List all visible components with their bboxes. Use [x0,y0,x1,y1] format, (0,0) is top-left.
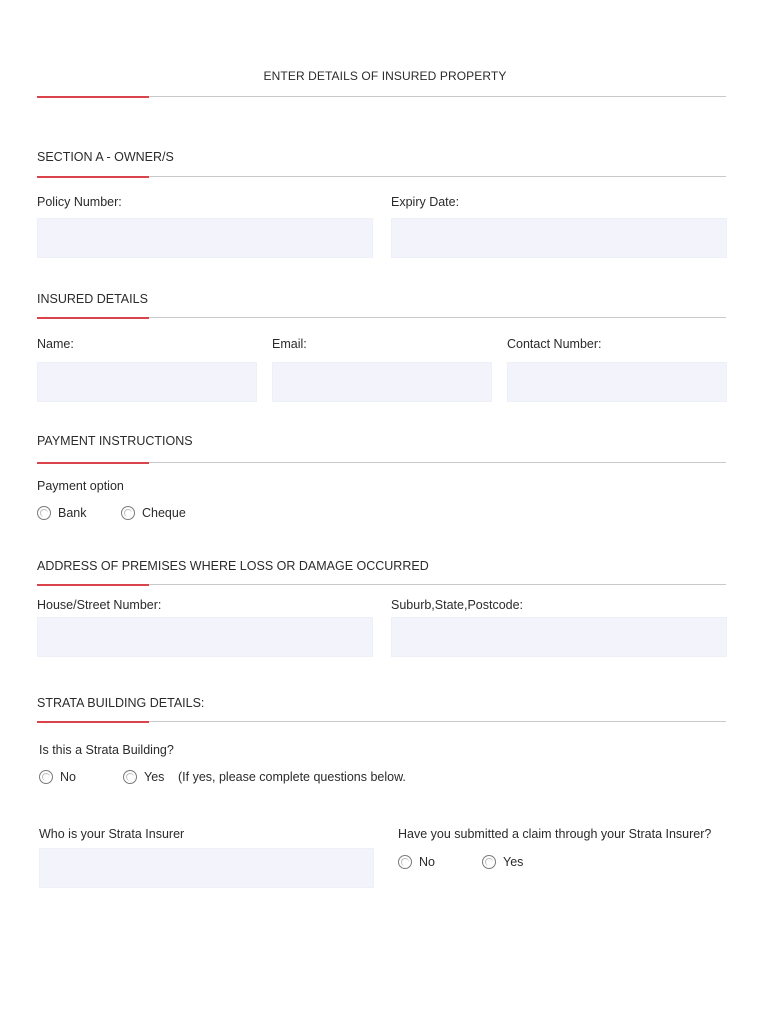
strata-building-question: Is this a Strata Building? [39,743,174,757]
strata-note: (If yes, please complete questions below. [178,770,406,784]
claim-no-radio[interactable] [398,855,435,869]
payment-heading: PAYMENT INSTRUCTIONS [37,434,193,448]
name-label: Name: [37,337,74,351]
strata-yes-radio[interactable] [123,770,164,784]
strata-insurer-field[interactable] [39,848,374,888]
policy-number-field[interactable] [37,218,373,258]
claim-yes-radio[interactable] [482,855,523,869]
cheque-radio-label: Cheque [142,506,186,520]
contact-number-field[interactable] [507,362,727,402]
claim-question: Have you submitted a claim through your Strata Insurer? [398,827,712,841]
payment-option-label: Payment option [37,479,124,493]
claim-yes-label: Yes [503,855,524,869]
payment-divider [37,462,726,463]
address-divider [37,584,726,585]
contact-number-label: Contact Number: [507,337,602,351]
expiry-date-field[interactable] [391,218,727,258]
policy-number-label: Policy Number: [37,195,122,209]
street-number-field[interactable] [37,617,373,657]
cheque-radio[interactable] [121,506,186,520]
street-number-label: House/Street Number: [37,598,162,612]
title-divider [37,96,726,97]
email-label: Email: [272,337,307,351]
strata-no-radio[interactable] [39,770,76,784]
email-field[interactable] [272,362,492,402]
radio-circle-icon [398,855,412,869]
bank-radio-label: Bank [58,506,87,520]
address-heading: ADDRESS OF PREMISES WHERE LOSS OR DAMAGE OCCURRED [37,559,429,573]
suburb-state-postcode-field[interactable] [391,617,727,657]
page-title: ENTER DETAILS OF INSURED PROPERTY [263,69,507,83]
radio-circle-icon [39,770,53,784]
claim-no-label: No [419,855,435,869]
strata-yes-label: Yes [144,770,165,784]
radio-circle-icon [37,506,51,520]
bank-radio[interactable] [37,506,87,520]
suburb-state-postcode-label: Suburb,State,Postcode: [391,598,524,612]
strata-no-label: No [60,770,76,784]
strata-insurer-label: Who is your Strata Insurer [39,827,185,841]
radio-circle-icon [482,855,496,869]
section-owners-heading: SECTION A - OWNER/S [37,150,174,164]
radio-circle-icon [123,770,137,784]
section-owners-divider [37,176,726,177]
expiry-date-label: Expiry Date: [391,195,460,209]
strata-heading: STRATA BUILDING DETAILS: [37,696,205,710]
radio-circle-icon [121,506,135,520]
insured-details-divider [37,317,726,318]
insured-details-heading: INSURED DETAILS [37,292,148,306]
name-field[interactable] [37,362,257,402]
strata-divider [37,721,726,722]
